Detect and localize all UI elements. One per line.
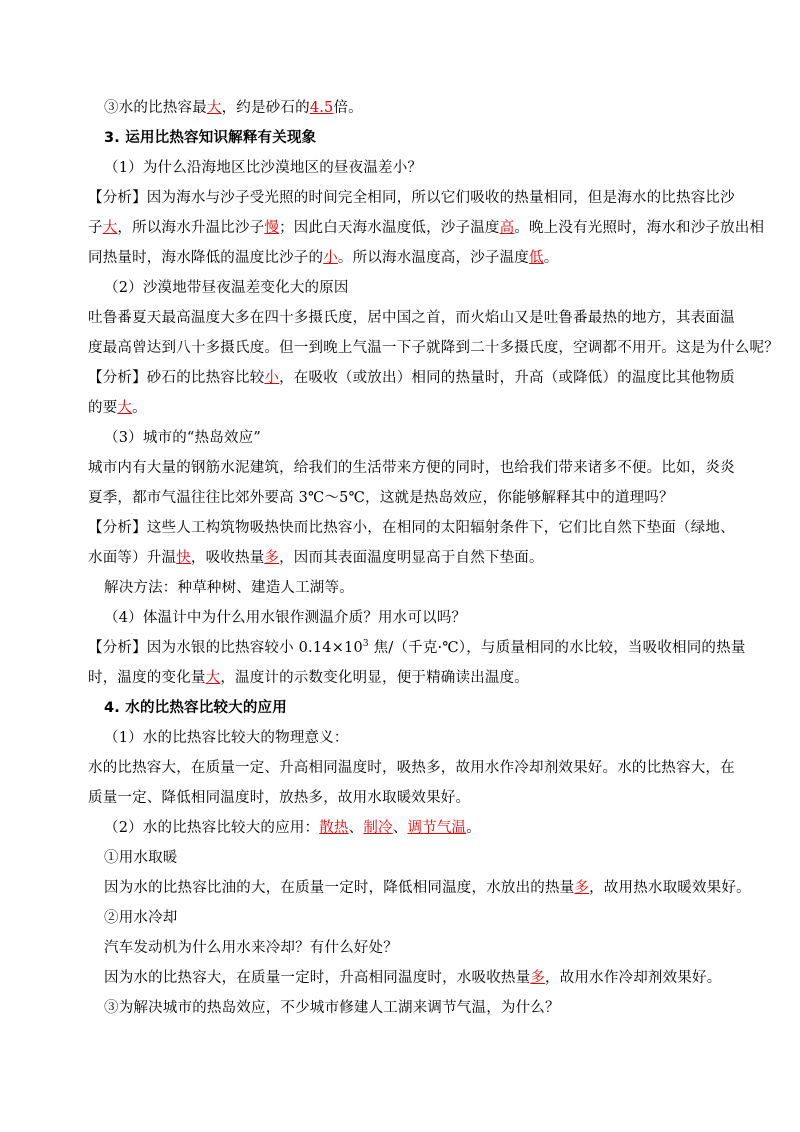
text-line: [88, 548, 544, 568]
text-segment: ，在吸收（或放出）相同的热量时，升高（或降低）的温度比其他物质: [279, 370, 735, 386]
text-line: [104, 998, 560, 1018]
analysis-line: [88, 638, 746, 658]
text-segment: 的要: [88, 400, 118, 416]
text-line: [88, 218, 764, 238]
answer-blank: 制冷: [363, 820, 393, 836]
text-line: [104, 578, 354, 598]
answer-blank: 高: [499, 220, 515, 236]
question-line: [104, 818, 481, 838]
text-line: [88, 398, 147, 418]
section-heading: [104, 128, 316, 148]
text-segment: 水的比热容大，在质量一定、升高相同温度时，吸热多，故用水作冷却剂效果好。水的比热容大，在: [88, 760, 735, 776]
text-segment: 汽车发动机为什么用水来冷却？有什么好处？: [104, 940, 398, 956]
text-segment: 解决方法：种草种树、建造人工湖等。: [104, 580, 354, 596]
answer-blank: 散热: [319, 820, 349, 836]
analysis-line: [88, 368, 735, 388]
answer-blank: 慢: [264, 220, 280, 236]
answer-blank: 小: [264, 370, 280, 386]
text-segment: 。: [543, 250, 559, 266]
text-segment: 倍。: [333, 100, 363, 116]
text-segment: ，因而其表面温度明显高于自然下垫面。: [279, 550, 544, 566]
text-segment: 时，温度的变化量: [88, 670, 206, 686]
text-segment: 【分析】因为水银的比热容较小 0.14×10: [88, 640, 363, 656]
text-line: [104, 878, 751, 898]
text-segment: 度最高曾达到八十多摄氏度。但一到晚上气温一下子就降到二十多摄氏度，空调都不用开。这是为什么呢？: [88, 340, 779, 356]
text-line: [88, 458, 735, 478]
question-line: [104, 428, 261, 448]
text-segment: 【分析】砂石的比热容比较: [88, 370, 265, 386]
text-line: [104, 938, 398, 958]
text-segment: ，约是砂石的: [221, 100, 310, 116]
text-line: [88, 788, 470, 808]
text-segment: 因为水的比热容比油的大，在质量一定时，降低相同温度，水放出的热量: [104, 880, 575, 896]
text-segment: 同热量时，海水降低的温度比沙子的: [88, 250, 324, 266]
text-segment: ③为解决城市的热岛效应，不少城市修建人工湖来调节气温，为什么？: [104, 1000, 560, 1016]
text-segment: ；因此白天海水温度低，沙子温度: [279, 220, 500, 236]
text-segment: 子: [88, 220, 103, 236]
answer-blank: 大: [206, 100, 222, 116]
text-segment: 。所以海水温度高，沙子温度: [337, 250, 530, 266]
answer-blank: 小: [323, 250, 338, 266]
text-segment: 水面等）升温: [88, 550, 177, 566]
question-line: [104, 728, 349, 748]
answer-blank: 大: [117, 400, 133, 416]
answer-blank: 快: [176, 550, 191, 566]
text-segment: ，故用水作冷却剂效果好。: [545, 970, 722, 986]
text-segment: 、: [348, 820, 364, 836]
text-segment: 吐鲁番夏天最高温度大多在四十多摄氏度，居中国之首，而火焰山又是吐鲁番最热的地方，其表面温: [88, 310, 735, 326]
text-segment: ，故用热水取暖效果好。: [589, 880, 751, 896]
text-line: [88, 248, 558, 268]
text-segment: 【分析】因为海水与沙子受光照的时间完全相同，所以它们吸收的热量相同，但是海水的比热容比沙: [88, 190, 735, 206]
text-segment: 。: [132, 400, 147, 416]
subheading-line: [104, 908, 178, 928]
text-segment: （2）水的比热容比较大的应用：: [104, 820, 320, 836]
text-segment: （1）为什么沿海地区比沙漠地区的昼夜温差小？: [104, 160, 423, 176]
text-line: [88, 668, 529, 688]
text-segment: 4. 水的比热容比较大的应用: [104, 700, 287, 716]
answer-blank: 大: [205, 670, 221, 686]
text-segment: 因为水的比热容大，在质量一定时，升高相同温度时，水吸收热量: [104, 970, 531, 986]
text-segment: 质量一定、降低相同温度时，放热多，故用水取暖效果好。: [88, 790, 471, 806]
answer-blank: 多: [264, 550, 280, 566]
text-segment: 城市内有大量的钢筋水泥建筑，给我们的生活带来方便的同时，也给我们带来诸多不便。比如，炎炎: [88, 460, 735, 476]
text-segment: ，所以海水升温比沙子: [117, 220, 265, 236]
question-line: [104, 608, 466, 628]
text-segment: ，温度计的示数变化明显，便于精确读出温度。: [220, 670, 530, 686]
text-line: [104, 968, 721, 988]
text-segment: 3. 运用比热容知识解释有关现象: [104, 130, 317, 146]
question-line: [104, 158, 422, 178]
text-segment: （3）城市的“热岛效应”: [104, 430, 261, 446]
text-segment: ②用水冷却: [104, 910, 178, 926]
text-segment: 、: [392, 820, 408, 836]
analysis-line: [88, 518, 735, 538]
superscript: 3: [362, 639, 369, 650]
text-segment: ③水的比热容最: [104, 100, 207, 116]
text-segment: （1）水的比热容比较大的物理意义：: [104, 730, 349, 746]
text-segment: 焦/（千克·℃），与质量相同的水比较，当吸收相同的热量: [368, 640, 746, 656]
text-segment: （2）沙漠地带昼夜温差变化大的原因: [104, 280, 349, 296]
text-line: [88, 488, 674, 508]
answer-blank: 多: [530, 970, 546, 986]
text-line: [88, 308, 735, 328]
answer-blank: 低: [529, 250, 544, 266]
subheading-line: [104, 848, 178, 868]
section-heading: [104, 698, 287, 718]
text-segment: 【分析】这些人工构筑物吸热快而比热容小，在相同的太阳辐射条件下，它们比自然下垫面（绿地、: [88, 520, 735, 536]
text-segment: 。晚上没有光照时，海水和沙子放出相: [514, 220, 765, 236]
text-segment: ①用水取暖: [104, 850, 178, 866]
answer-blank: 调节气温: [407, 820, 467, 836]
analysis-line: [88, 188, 735, 208]
answer-blank: 4.5: [309, 100, 334, 116]
text-line: [104, 98, 363, 118]
answer-blank: 多: [574, 880, 590, 896]
question-line: [104, 278, 349, 298]
text-line: [88, 338, 779, 358]
text-segment: （4）体温计中为什么用水银作测温介质？用水可以吗？: [104, 610, 467, 626]
text-segment: 。: [466, 820, 481, 836]
answer-blank: 大: [102, 220, 118, 236]
text-segment: 夏季，都市气温往往比郊外要高 3℃～5℃，这就是热岛效应，你能够解释其中的道理吗？: [88, 490, 674, 506]
text-line: [88, 758, 735, 778]
text-segment: ，吸收热量: [190, 550, 265, 566]
